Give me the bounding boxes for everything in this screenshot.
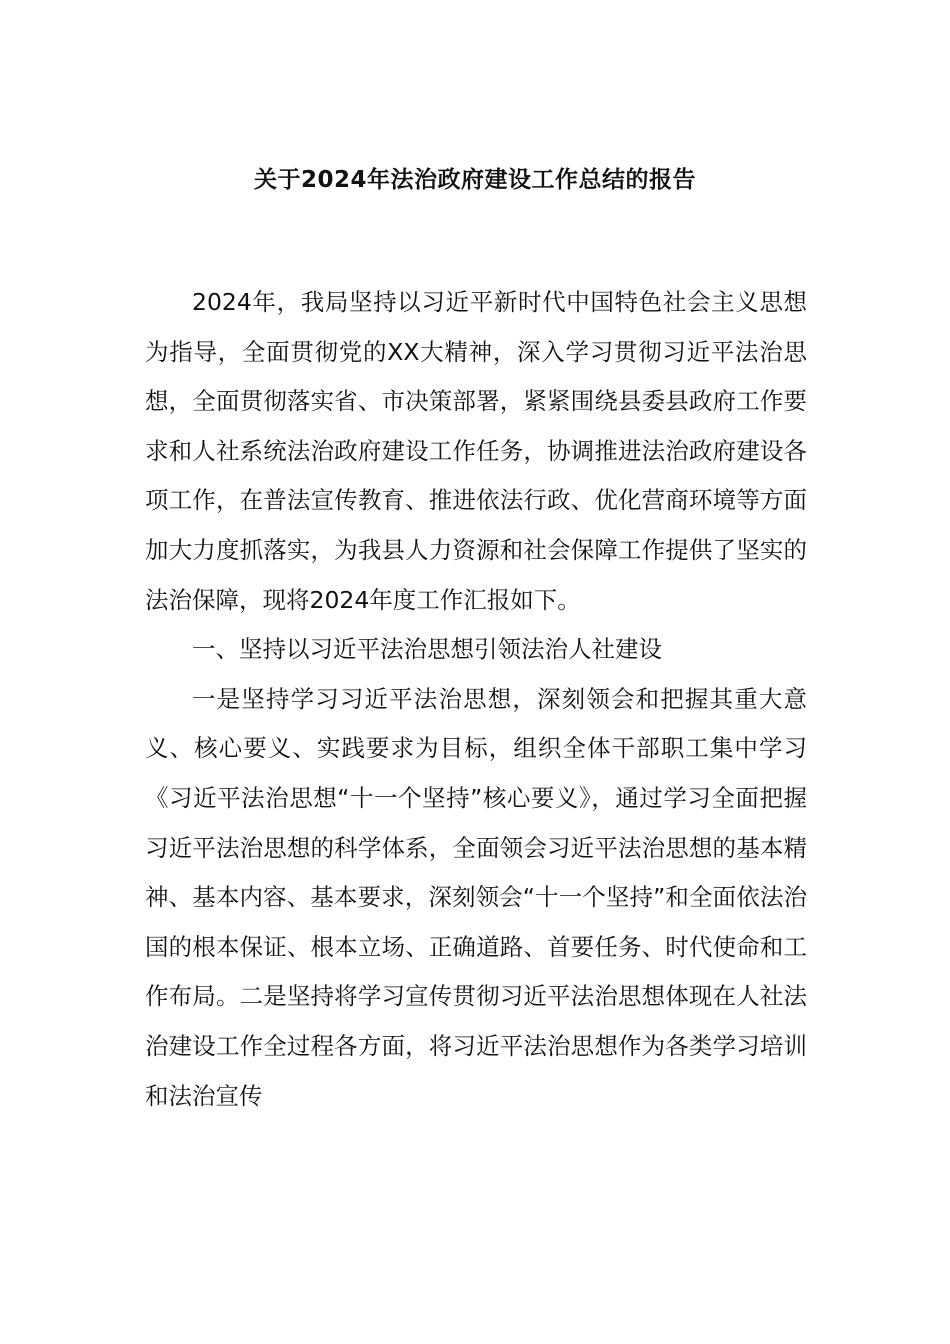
document-body bbox=[145, 278, 807, 1121]
document-title: 关于2024年法治政府建设工作总结的报告 bbox=[253, 167, 696, 193]
intro-paragraph: 2024年，我局坚持以习近平新时代中国特色社会主义思想为指导，全面贯彻党的XX大精神，深入学习贯彻习近平法治思想，全面贯彻落实省、市决策部署，紧紧围绕县委县政府工作要求和人社系统法治政府建设工作任务，协调推进法治政府建设各项工作，在普法宣传教育、推进依法行政、优化营商环境等方面加大力度抓落实，为我县人力资源和社会保障工作提供了坚实的法治保障，现将2024年度工作汇报如下。 bbox=[145, 288, 807, 614]
section-heading-1: 一、坚持以习近平法治思想引领法治人社建设 bbox=[192, 635, 662, 664]
section-1-paragraph: 一是坚持学习习近平法治思想，深刻领会和把握其重大意义、核心要义、实践要求为目标，组织全体干部职工集中学习《习近平法治思想“十一个坚持”核心要义》，通过学习全面把握习近平法治思想的科学体系，全面领会习近平法治思想的基本精神、基本内容、基本要求，深刻领会“十一个坚持”和全面依法治国的根本保证、根本立场、正确道路、首要任务、时代使命和工作布局。二是坚持将学习宣传贯彻习近平法治思想体现在人社法治建设工作全过程各方面，将习近平法治思想作为各类学习培训和法治宣传 bbox=[145, 684, 807, 1110]
